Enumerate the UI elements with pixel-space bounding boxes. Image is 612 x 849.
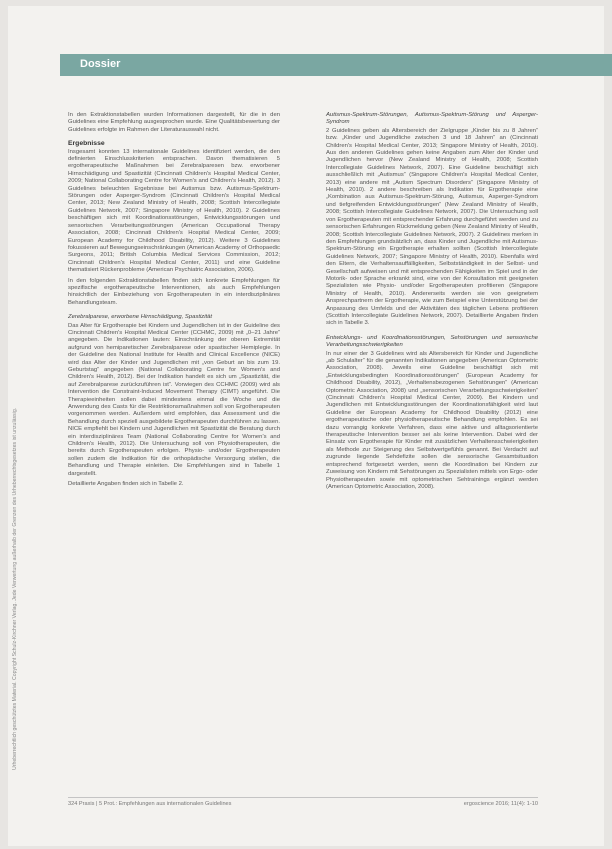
- section-ribbon: [60, 54, 612, 76]
- footer-rule: [68, 797, 538, 798]
- asd-paragraph: 2 Guidelines geben als Altersbereich der Zielgruppe „Kinder bis zu 8 Jahren“ bzw. „Kinder und Jugendliche zwischen 3 und 18 Jahren“ an (Cincinnati Children's Hospital Medical Center, 2013; Singapore Ministry of Health, 2010). Aus den anderen Guidelines gehen keine Angaben zum Alter der Kinder und Jugendlichen hervor (New Zealand Ministry of Health, 2008; Scottish Intercollegiate Guidelines Network, 2007). Eine Guideline beschäftigt sich ausschließlich mit „Autismus“ (Singapore Children's Hospital Medical Center, 2013) eine andere mit „Autism Spectrum Disorders“ (Singapore Ministry of Health, 2010). 2 andere beschreiben als Indikation für Ergotherapie eine „Kombination aus Autismus-Spektrum-Störung, Autismus, Asperger-Syndrom und tiefgreifenden Entwicklungsstörungen“ (New Zealand Ministry of Health, 2008; Scottish Intercollegiate Guidelines Network, 2007). Die Untersuchung soll von Ergotherapeuten mit entsprechender Erfahrung durchgeführt werden und zu sensorischen Erfahrungen Rückmeldung geben (New Zealand Ministry of Health, 2008; Scottish Intercollegiate Guidelines Network, 2007). 2 Guidelines merken in den Empfehlungen grundsätzlich an, dass Kinder und Jugendliche mit Autismus-Spektrum-Störung ein Ergotherapie erhalten sollten (Scottish Intercollegiate Guidelines Network, 2007; Singapore Ministry of Health, 2010). Ebenfalls wird den Eltern, die Verhaltensauffälligkeiten, Selbstständigkeit in der Selbst- und Gesellschaft aufweisen und mit entsprechenden Fähigkeiten im Spiel und in der Motorik- oder Sprache erkrankt sind, eine von der Konsultation mit geeigneten Spezialisten wie Physio- und/oder Ergotherapeuten profitieren (Singapore Ministry of Health, 2010). Andererseits werden sie von geeignetem Ansprechpartnern der Ergotherapie, wie zum Beispiel eine Unterstützung bei der Anpassung des Umfelds und der Aktivitäten des täglichen Lebens profitieren (Scottish Intercollegiate Guidelines Network, 2007). Detaillierte Angaben finden sich in Tabelle 3.: [326, 127, 538, 327]
- intro-paragraph: In den Extraktionstabellen wurden Informationen dargestellt, für die in den Guidelines eine Empfehlung ausgesprochen wurde. Eine Qualitätsbewertung der Guidelines erfolgte im Rahmen der Literaturauswahl nicht.: [68, 112, 280, 133]
- asd-subheading: Autismus-Spektrum-Störungen, Autismus-Spektrum-Störung und Asperger-Syndrom: [326, 112, 538, 126]
- dev-paragraph: In nur einer der 3 Guidelines wird als Altersbereich für Kinder und Jugendliche „ab Schulalter“ für die genannten Indikationen angegeben (American Optometric Association, 2008). Jeweils eine Guideline beschäftigt sich mit „Entwicklungsbedingten Koordinationsstörungen“ (European Academy for Childhood Disability, 2012), „Verhaltensbezogenen Sehstörungen“ (American Optometric Association, 2008) und „sensorischen Verarbeitungsschwierigkeiten“ (Cincinnati Children's Hospital Medical Center, 2009). Bei Kindern und Jugendlichen mit Entwicklungsstörungen der Koordinationsfähigkeit wird laut Guideline der European Academy for Childhood Disability (2012) eine ergotherapeutische oder physiotherapeutische Behandlung empfohlen. Es sei dazu vorrangig konkrete Verfahren, dass eine aktive und alltagsorientierte therapeutische Intervention besser sei als keine Intervention. Dabei wird der Einsatz von Ergotherapie für Kinder mit zusätzlichen Verhaltensschwierigkeiten als Methode zur Steigerung des Selbstwertgefühls genannt. Bei Verdacht auf zugrunde liegende Sehdefizite sollen die sensorische Gesamtsituation entsprechend fortgesetzt werden, wenn die Koordination bei Kindern zur Zuweisung von Kindern mit Sehstörungen zu Spezialisten mittels von Ergo- oder Physiotherapeuten sowie mit optometrischen Sehtrainings ergänzt werden (American Optometric Association, 2008).: [326, 350, 538, 490]
- results-paragraph-1: Insgesamt konnten 13 internationale Guidelines identifiziert werden, die den definierten Einschlusskriterien entsprachen. Davon thematisieren 5 ergotherapeutische Maßnahmen bei Zerebralparesen bzw. erworbener Hirnschädigung und Spastizität (Cincinnati Children's Hospital Medical Center, 2009; National Collaborating Centre for Women's and Children's Health, 2012). 3 Guidelines beleuchten Ergebnisse bei Autismus bzw. Autismus-Spektrum-Störungen oder Asperger-Syndrom (Cincinnati Children's Hospital Medical Center, 2013; New Zealand Ministry of Health, 2008; Scottish Intercollegiate Guidelines Network, 2007; Singapore Ministry of Health, 2010). 2 Guidelines beschäftigen sich mit Koordinationsstörungen, Entwicklungsstörungen und sensorischen Verarbeitungsstörungen (American Occupational Therapy Association, 2008; Cincinnati Children's Hospital Medical Center, 2009; European Academy for Childhood Disability, 2012). Weitere 3 Guidelines fokussieren auf Bewegungseinschränkungen (American Academy of Orthopaedic Surgeons, 2011; British Columbia Medical Services Commission, 2012; Cincinnati Children's Hospital Medical Center, 2011) und eine Guideline thematisiert Rückenprobleme (American Psychiatric Association, 2006).: [68, 148, 280, 274]
- footer-right: ergoscience 2016; 11(4): 1-10: [463, 801, 538, 807]
- copyright-sidebar: [12, 70, 24, 770]
- footer-left: 324 Praxis | 5 Prot.: Empfehlungen aus internationalen Guidelines: [68, 801, 232, 807]
- results-paragraph-2: In den folgenden Extraktionstabellen finden sich konkrete Empfehlungen für spezifische ergotherapeutische Interventionen, als auch Empfehlungen hinsichtlich der Einbeziehung von Ergotherapeuten in ein interdisziplinäres Behandlungsteam.: [68, 277, 280, 306]
- cp-paragraph-2: Detaillierte Angaben finden sich in Tabelle 2.: [68, 481, 184, 488]
- page-footer: [68, 797, 538, 809]
- dev-subheading: Entwicklungs- und Koordinationsstörungen, Sehstörungen und sensorische Verarbeitungsschwierigkeiten: [326, 334, 538, 349]
- results-heading: Ergebnisse: [68, 140, 105, 148]
- copyright-note: Urheberrechtlich geschütztes Material. Copyright Schulz-Kirchner Verlag. Jede Verwertung außerhalb der Grenzen des Urheberrechtsgesetzes ist unzulässig.: [12, 407, 18, 770]
- section-label: Dossier: [80, 58, 121, 70]
- left-column: [68, 112, 280, 492]
- cp-subheading: Zerebralparese, erworbene Hirnschädigung, Spastizität: [68, 314, 213, 321]
- right-column: [326, 112, 538, 494]
- cp-paragraph-1: Das Alter für Ergotherapie bei Kindern und Jugendlichen ist in der Guideline des Cincinnati Children's Hospital Medical Center (CCHMC, 2009) mit „0–21 Jahre“ angegeben. Die Indikationen lauten: Einschränkung der oberen Extremität aufgrund von hemiparetischer Zerebralparese oder spastischer Hemiplegie. In der Guideline des National Institute for Health and Clinical Excellence (NICE) wird das Alter der Kinder und Jugendlichen mit „von Geburt an bis zum 19. Geburtstag“ angegeben (National Collaborating Centre for Women's and Children's Health, 2012). Bei der Indikation handelt es sich um „Spastizität, die auf Zerebralparese zurückzuführen ist“. Vorwiegen des CCHMC (2009) wird als Intervention die Constraint-Induced Movement Therapy (CIMT) angeführt. Die Therapieeinheiten sollen dabei mindestens einmal die Woche und die Anwendung des Casts für die Restriktionsmaßnahmen soll von Ergotherapeuten vorgenommen werden. Außerdem wird empfohlen, das Assessment und die Behandlung durch speziell ausgebildete Ergotherapeuten durchführen zu lassen. NICE empfiehlt bei Kindern und Jugendlichen mit Spastizität die Beratung durch ein interdisziplinäres Team (National Collaborating Centre for Women's and Children's Health, 2012). Die Untersuchung soll von Physiotherapeuten, die bereits durch Ergotherapeuten erfolgen. Physio- und/oder Ergotherapeuten sollen zudem die Indikation für die orthopädische Versorgung stellen, die Behandlung und Therapie einleiten. Die Empfehlungen sind in Tabelle 1 dargestellt.: [68, 322, 280, 477]
